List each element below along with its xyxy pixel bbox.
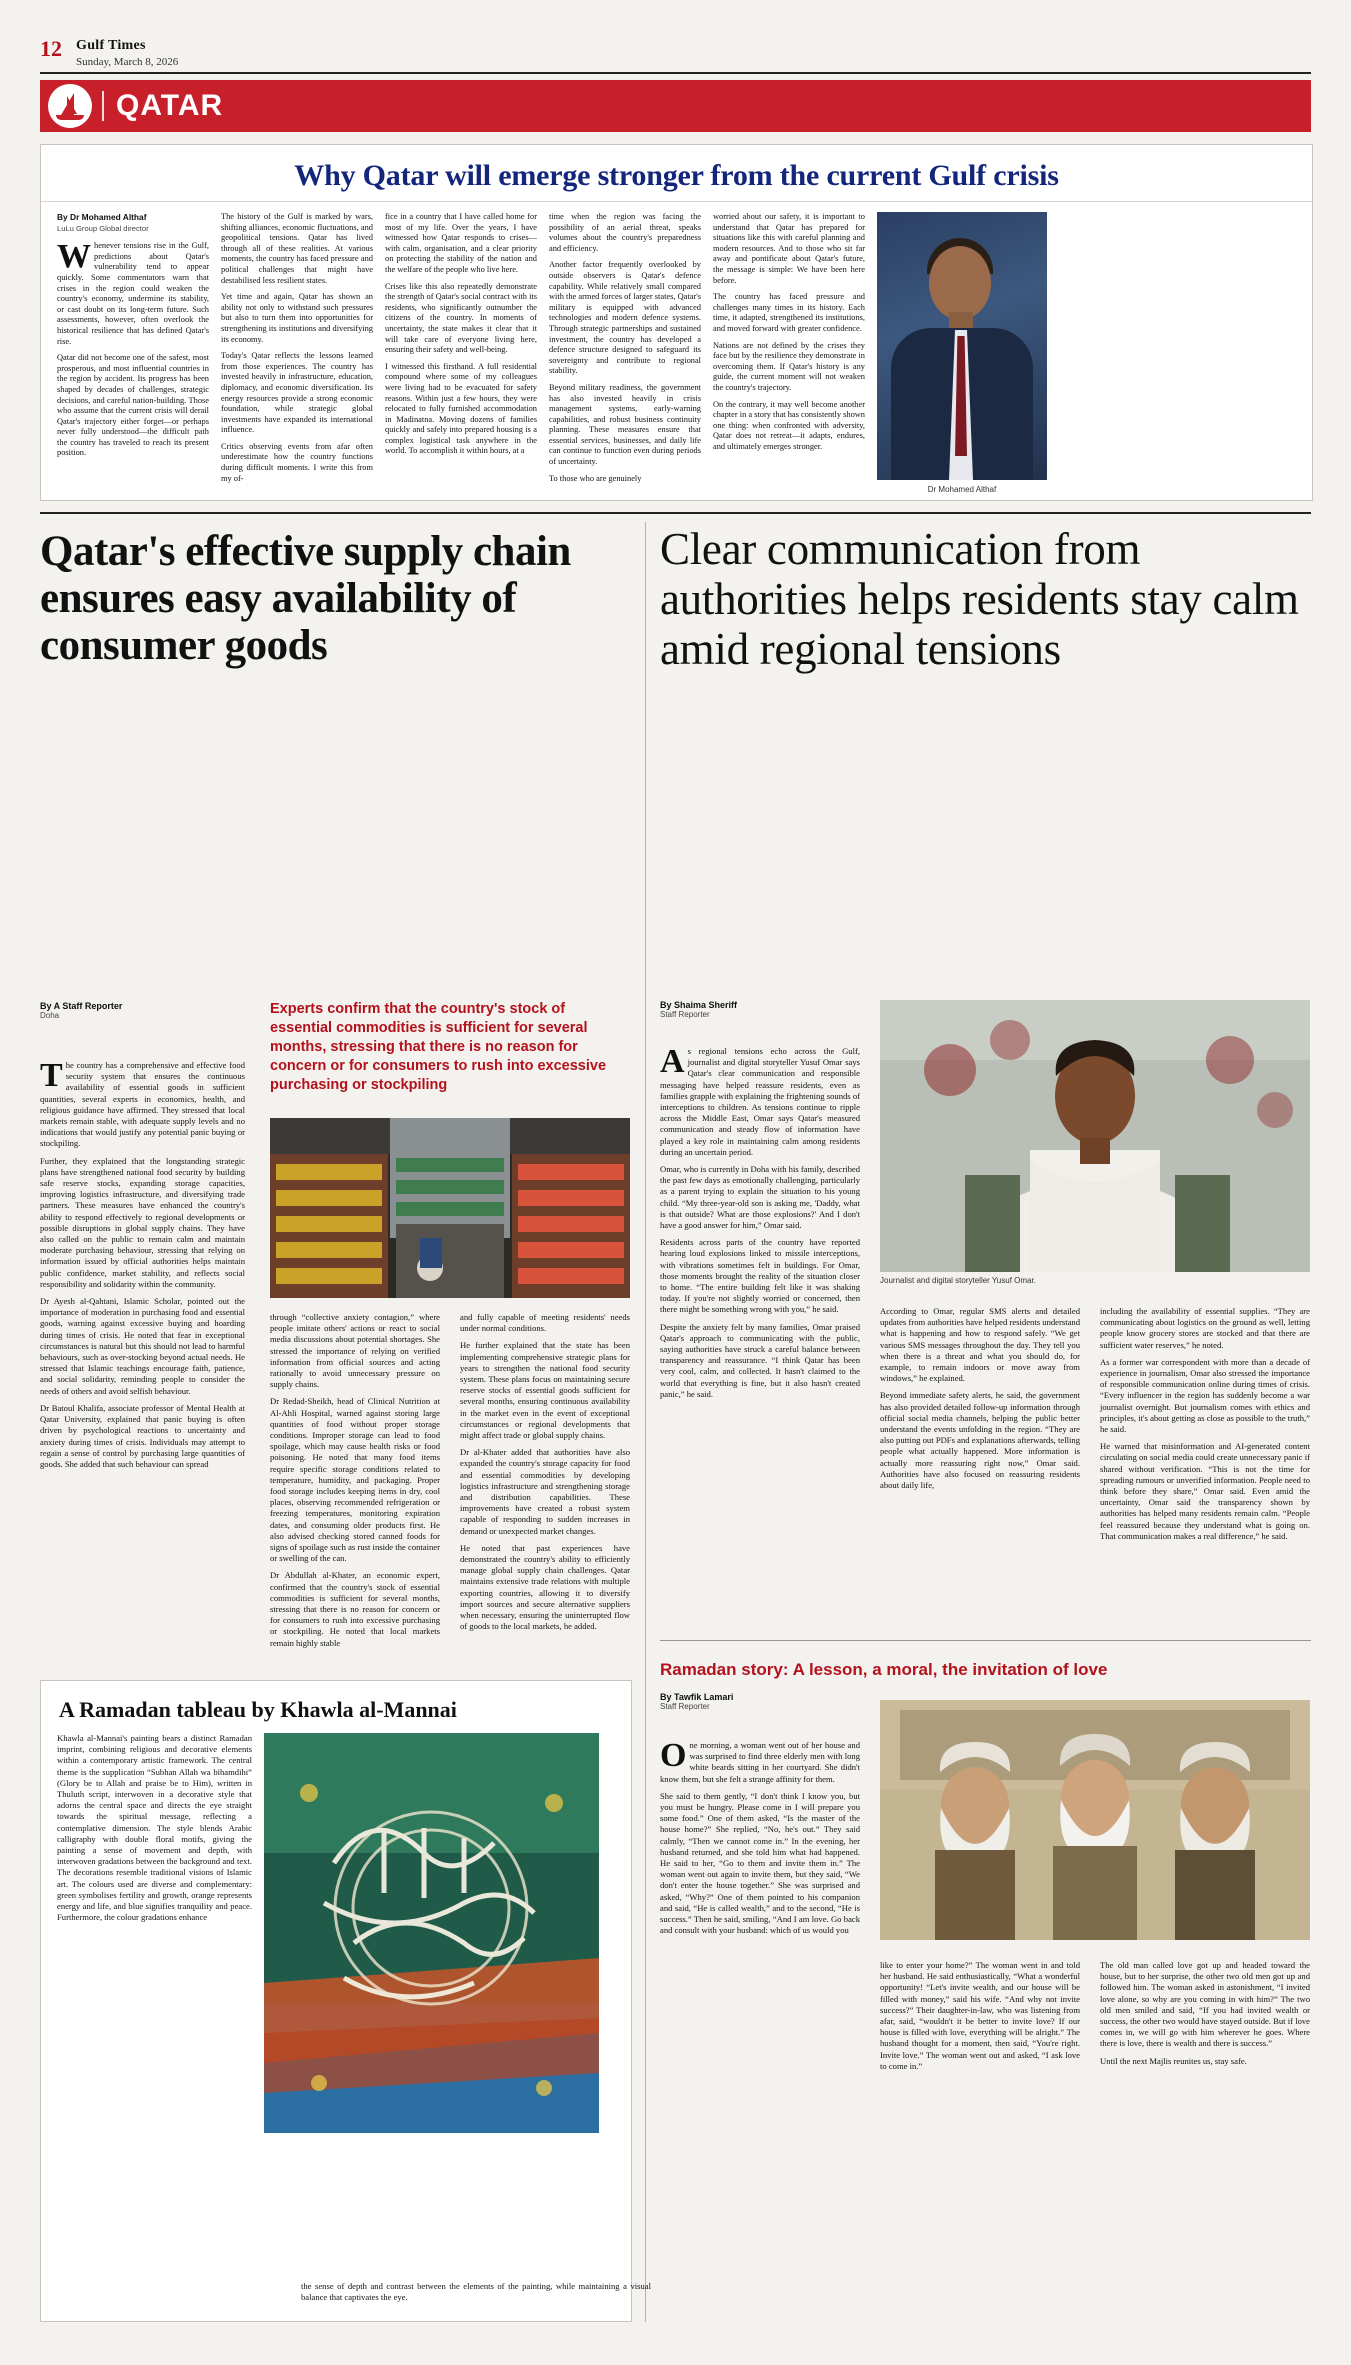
tableau-caption: the sense of depth and contrast between the elements of the painting, while maintaining a visual balance that captivates the eye. xyxy=(301,2281,651,2303)
supply-chain-headline: Qatar's effective supply chain ensures easy availability of consumer goods xyxy=(40,528,571,669)
communication-headline: Clear communication from authorities helps residents stay calm amid regional tensions xyxy=(660,524,1299,674)
author-portrait xyxy=(877,212,1047,494)
paragraph: Dr Batoul Khalifa, associate professor of Mental Health at Qatar University, explained that panic buying is often driven by psychological reactions to uncertainty and anxiety during times of crisis. Individuals may attempt to regain a sense of control by purchasing large quantities of goods. She added that such behaviour can spread xyxy=(40,1402,245,1469)
paragraph: Whenever tensions rise in the Gulf, predictions about Qatar's vulnerability tend to appear quickly. Some commentators warn that crises in the region could weaken the country's economy, undermine its stability, or cast doubt on its long-term future. Such assessments, however, often overlook the historical resilience that has defined Qatar's rise. xyxy=(57,238,209,346)
story-divider xyxy=(660,1640,1311,1641)
paragraph: Yet time and again, Qatar has shown an ability not only to withstand such pressures but also to turn them into opportunities for strengthening its institutions and diversifying its economy. xyxy=(221,292,373,344)
paragraph: He noted that past experiences have demonstrated the country's ability to efficiently manage global supply chain challenges. Qatar maintains extensive trade relations with multiple exporting countries, allowing it to diversify import sources and secure alternative suppliers when necessary, ensuring the uninterrupted flow of goods to the local markets, he added. xyxy=(460,1542,630,1632)
paragraph: Residents across parts of the country have reported hearing loud explosions linked to missile interceptions, with vibrations sometimes felt in buildings. For Omar, those moments brought the reality of the situation closer to home. “The entire building felt like it was shaking today. If you're not slightly worried or concerned, then there might be something wrong with you,” he said. xyxy=(660,1237,860,1315)
communication-column-1 xyxy=(660,1043,860,1406)
paragraph: Another factor frequently overlooked by outside observers is Qatar's defence capability. While relatively small compared with the armed forces of larger states, Qatar's military is equipped with advanced technologies and modern defence systems. Through strategic partnerships and sustained investment, the country has developed a defence structure designed to safeguard its sovereignty and contribute to regional stability. xyxy=(549,260,701,376)
paragraph: Crises like this also repeatedly demonstrate the strength of Qatar's social contract with its residents, who significantly outnumber the citizens of the country. In moments of uncertainty, the state makes it clear that it will take care of everyone living here, ensuring their safety and well-being. xyxy=(385,281,537,355)
paragraph: Beyond immediate safety alerts, he said, the government has also provided detailed follow-up information through official social media channels, helping the public better understand the events unfolding in the region. “They are also putting out PDFs and explanations afterwards, telling people what actually happened. More information is actually more reassuring right now,” Omar said. Authorities have also focused on reassuring residents about daily life, xyxy=(880,1390,1080,1491)
article-column xyxy=(385,212,537,494)
byline-author: By Shaima Sheriff xyxy=(660,1000,738,1010)
article-column xyxy=(713,212,865,494)
paragraph: Until the next Majlis reunites us, stay safe. xyxy=(1100,2055,1247,2066)
paragraph: Despite the anxiety felt by many families, Omar praised Qatar's approach to communicating with the public, saying authorities have struck a careful balance between transparency and reassurance. “I think Qatar has been very cool, calm, and collected. It hasn't claimed to the world that everything is fine, but it also hasn't created panic,” he said. xyxy=(660,1321,860,1399)
article-column xyxy=(57,212,209,494)
paragraph: She said to them gently, “I don't think I know you, but you must be hungry. Please come in I will prepare you some food.” One of them asked, “Is the master of the house home?” She replied, “No, he's out.” They said calmly, “Then we cannot come in.” In the evening, her husband returned, and she told him what had happened. He said to her, “Go to them and invite them in.” The woman went out again to invite them, but they said, “We don't enter the house together.” She was surprised and asked, “Why?” One of them pointed to his companion and said, “He is called wealth,” and to the second, “He is success.” Then he said, smiling, “And I am love. Go back and consult with your husband: which of us would you xyxy=(660,1790,860,1936)
ramadan-column-3 xyxy=(1100,1960,1310,2073)
paragraph: Further, they explained that the longstanding strategic plans have strengthened national food security by building safe reserve stocks, expanding storage capacities, improving logistics infrastructure, and diversifying trade partners. These measures have enhanced the country's ability to respond effectively to regional developments or possible disruptions in global supply chains. They have also called on the public to remain calm and maintain moderate purchasing behaviour, stressing that relying on information issued by official authorities helps maintain public confidence, market stability, and reflects social responsibility and solidarity within the community. xyxy=(40,1155,245,1289)
paragraph: The history of the Gulf is marked by wars, shifting alliances, economic fluctuations, and geopolitical tensions. Qatar has lived through all of these realities. At various moments, the country has faced pressure and political challenges that might have destabilised less resilient states. xyxy=(221,212,373,285)
top-feature-header xyxy=(41,145,1312,202)
paragraph: The old man called love got up and headed toward the house, but to her surprise, the other two old men got up and followed him. The woman asked in astonishment, “I invited love alone, so why are you coming in with him?” The two old men smiled and said, “If you had invited wealth or success, the other two would have stayed outside. But if love comes in, we will go with him wherever he goes. Where there is love, there is wealth and there is success.” xyxy=(1100,1960,1310,2049)
ramadan-column-2 xyxy=(880,1960,1080,2078)
paragraph: Khawla al-Mannai's painting bears a distinct Ramadan imprint, combining religious and decorative elements within a contemporary artistic framework. The central theme is the supplication “Subhan Allah wa bihamdihi” (Glory be to Allah and praise be to Him), written in Thuluth script, interwoven in a decorative style that adorns the central space and directs the eye straight towards the spiritual message, reflecting a contemplative dimension. The style blends Arabic calligraphy with double floral motifs, giving the painting a sense of movement and depth, with interwoven gradations between the background and text. The decorations resemble traditional visions of Islamic art. The colours used are diverse and complementary: green symbolises fertility and growth, orange represents energy and life, and blue signifies tranquility and peace. Furthermore, the colour gradations enhance xyxy=(57,1733,252,1923)
supermarket-aisle-illustration xyxy=(270,1118,630,1298)
dhow-sail-icon xyxy=(48,84,92,128)
tableau-column xyxy=(57,1733,252,2133)
photo-caption: Journalist and digital storyteller Yusuf Omar. xyxy=(880,1276,1036,1285)
paragraph: The country has faced pressure and challenges many times in its history. Each time, it adapted, strengthened its institutions, and moved forward with greater confidence. xyxy=(713,292,865,333)
byline-location: Doha xyxy=(40,1011,60,1020)
portrait-image xyxy=(877,212,1047,480)
byline-author: By Dr Mohamed Althaf xyxy=(57,212,147,222)
paragraph: Dr Redad-Sheikh, head of Clinical Nutrition at Al-Ahli Hospital, warned against storing large quantities of food without proper storage conditions. Improper storage can lead to food spoilage, which may cause health risks or food poisoning. He noted that many food items require specific storage conditions related to temperature, humidity, and packaging. Proper food storage includes keeping items in dry, cool places, observing recommended refrigeration or freezing temperatures, monitoring expiration dates, and consuming older products first. He also advised checking stored canned foods for signs of spoilage such as rust inside the container or swelling of the can. xyxy=(270,1396,440,1564)
tableau-headline: A Ramadan tableau by Khawla al-Mannai xyxy=(59,1697,457,1722)
section-label: QATAR xyxy=(116,89,224,122)
publication-date: Sunday, March 8, 2026 xyxy=(76,56,179,68)
calligraphy-painting-illustration xyxy=(264,1733,599,2133)
paragraph: time when the region was facing the possibility of an aerial threat, speaks volumes about the country's preparedness and efficiency. xyxy=(549,212,701,253)
masthead xyxy=(40,38,1311,74)
portrait-caption: Dr Mohamed Althaf xyxy=(927,485,997,494)
paragraph: through “collective anxiety contagion,” where people imitate others' actions or react to social media discussions about potential shortages. She stressed the importance of relying on verified information from official sources and acting rationally to avoid unnecessary pressure on supply chains. xyxy=(270,1312,440,1390)
supply-chain-column-3 xyxy=(460,1312,630,1638)
banner-divider xyxy=(102,91,104,121)
top-feature-headline: Why Qatar will emerge stronger from the current Gulf crisis xyxy=(294,159,1059,192)
paragraph: and fully capable of meeting residents' needs under normal conditions. xyxy=(460,1312,630,1334)
paragraph: One morning, a woman went out of her house and was surprised to find three elderly men with long white beards sitting in her courtyard. She didn't know them, but she felt a strange affinity for them. xyxy=(660,1737,860,1784)
supermarket-photo xyxy=(270,1118,630,1298)
ramadan-byline xyxy=(660,1692,860,1711)
article-column xyxy=(221,212,373,494)
paragraph: Dr Abdullah al-Khater, an economic expert, confirmed that the country's stock of essential commodities is sufficient for several months, stressing that there is no reason for concern or for consumers to rush into excessive purchasing or stockpiling. He noted that local markets remain highly stable xyxy=(270,1570,440,1648)
byline-role: Staff Reporter xyxy=(660,1010,710,1019)
paragraph: I witnessed this firsthand. A full residential compound where some of my colleagues were living had to be evacuated for safety reasons. Within just a few hours, they were relocated to fully furnished accommodation in Madinatna. Moving dozens of families quickly and safely into prepared housing is a complex logistical task anywhere in the world. To accomplish it within hours, at a xyxy=(385,361,537,456)
supply-chain-column-1 xyxy=(40,1057,245,1476)
ramadan-illustration xyxy=(880,1700,1310,1940)
supply-chain-byline xyxy=(40,1001,190,1020)
supply-chain-column-2 xyxy=(270,1312,440,1655)
yusuf-omar-photo xyxy=(880,1000,1310,1272)
communication-column-2 xyxy=(880,1306,1080,1497)
section-divider xyxy=(40,512,1311,514)
paragraph: As a former war correspondent with more than a decade of experience in journalism, Omar also stressed the importance of responsible communication online during times of crisis. “Every influencer in the region has suddenly become a war journalist overnight. But journalism comes with ethics and principles, it's about getting as close as possible to the truth,” he said. xyxy=(1100,1356,1310,1435)
paragraph: like to enter your home?” The woman went in and told her husband. He said enthusiastically, “What a wonderful opportunity! “Let's invite wealth, and our house will be filled with money,” said his wife. “And why not invite success?” Their daughter-in-law, who was listening from afar, said, “wouldn't it be better to invite love? If our house is filled with love, everything will be alright.” The husband thought for a moment, then said, “You're right. Invite love.” The woman went out and asked, “I ask love to come in.” xyxy=(880,1960,1080,2071)
top-feature-body xyxy=(41,202,1312,506)
byline-author: By Tawfik Lamari xyxy=(660,1692,734,1702)
paragraph: Nations are not defined by the crises they face but by the resilience they demonstrate in overcoming them. If Qatar's history is any guide, the current moment will not weaken the country's trajectory. xyxy=(713,340,865,392)
paragraph: He further explained that the state has been implementing comprehensive strategic plans for years to strengthen the national food security system. These plans focus on maintaining secure reserve stocks of essential goods sufficient for several months, ensuring continuous availability in the market even in the event of exceptional circumstances or regional developments that might affect trade or global supply chains. xyxy=(460,1340,630,1441)
page-number: 12 xyxy=(40,36,62,61)
ramadan-column-1 xyxy=(660,1737,860,1942)
byline-author: By A Staff Reporter xyxy=(40,1001,123,1011)
paragraph: Beyond military readiness, the government has also invested heavily in crisis management systems, early-warning capabilities, and robust business continuity planning. These measures ensure that essential services, businesses, and daily life can continue to function even during periods of uncertainty. xyxy=(549,382,701,467)
paragraph: To those who are genuinely xyxy=(549,473,642,483)
byline-role: Staff Reporter xyxy=(660,1702,710,1711)
portrait-illustration xyxy=(880,1000,1310,1272)
paragraph: Today's Qatar reflects the lessons learned from those experiences. The country has invested heavily in infrastructure, education, diplomacy, and economic diversification. Its energy resources provide a strong economic foundation, while strategic global investments have expanded its international influence. xyxy=(221,351,373,435)
paragraph: fice in a country that I have called home for most of my life. Over the years, I have witnessed how Qatar responds to crises—with calm, organisation, and a clear priority on protecting the stability of the nation and the welfare of the people who live here. xyxy=(385,212,537,274)
tableau-feature-box xyxy=(40,1680,651,2322)
communication-column-3 xyxy=(1100,1306,1310,1548)
paragraph: As regional tensions echo across the Gulf, journalist and digital storyteller Yusuf Omar says Qatar's clear communication and responsible messaging have helped reassure residents, even as families grapple with explaining the frightening sounds of interceptions to children. As tensions continue to ripple across the Middle East, Omar says Qatar's measured communication and steady flow of information have played a key role in maintaining calm among residents during an uncertain period. xyxy=(660,1043,860,1157)
paragraph: Dr al-Khater added that authorities have also expanded the country's storage capacity for food and essential commodities by developing logistics infrastructure and strengthening storage and distribution capabilities. These improvements have created a robust system capable of responding to sudden increases in demand or unexpected market changes. xyxy=(460,1447,630,1536)
paragraph: including the availability of essential supplies. “They are communicating about logistics on the ground as well, letting people know grocery stores are stocked and that there are sufficient water reserves,” he noted. xyxy=(1100,1306,1310,1350)
paragraph: On the contrary, it may well become another chapter in a story that has consistently shown one thing: when confronted with adversity, Qatar does not retreat—it adapts, endures, and ultimately emerges stronger. xyxy=(713,399,865,451)
paragraph: The country has a comprehensive and effective food security system that ensures the continuous availability of essential goods in sufficient quantities, several experts in economics, health, and religious guidance have affirmed. They stressed that local markets remain stable, with adequate supply levels and no indications that would justify any potential panic buying or stockpiling. xyxy=(40,1057,245,1149)
paragraph: According to Omar, regular SMS alerts and detailed updates from authorities have helped residents understand what is happening and how to respond safely. “We get various SMS messages throughout the day. They tell you when there is a threat and what you should do, for example, to remain indoors or move away from windows,” he explained. xyxy=(880,1306,1080,1384)
byline-role: LuLu Group Global director xyxy=(57,223,149,233)
publication-title: Gulf Times xyxy=(76,38,146,53)
paragraph: Omar, who is currently in Doha with his family, described the past few days as emotionally challenging, particularly as a parent trying to explain the situation to his young child. “My three-year-old son is asking me, 'Daddy, what is that outside? What are those explosions?' And I don't have a good answer for him,” Omar said. xyxy=(660,1164,860,1231)
section-banner xyxy=(40,80,1311,132)
tableau-artwork xyxy=(264,1733,599,2133)
top-feature-article xyxy=(40,144,1313,501)
three-elders-illustration xyxy=(880,1700,1310,1940)
supply-chain-kicker: Experts confirm that the country's stock of essential commodities is sufficient for several months, stressing that there is no reason for concern or for consumers to rush into excessive purchasing or stockpiling xyxy=(270,1001,607,1093)
ramadan-story-headline: Ramadan story: A lesson, a moral, the invitation of love xyxy=(660,1660,1108,1679)
paragraph: Qatar did not become one of the safest, most prosperous, and most influential countries in the region by accident. Its progress has been shaped by decades of challenges, strategic decisions, and careful nation-building. Those who assume that the current crisis will derail Qatar's trajectory either forget—or perhaps never fully understood—the difficult path the country has traveled to reach its present position. xyxy=(57,353,209,458)
paragraph: Dr Ayesh al-Qahtani, Islamic Scholar, pointed out the importance of moderation in purchasing food and essential goods, warning against excessive buying and hoarding during times of crisis. He noted that fear in exceptional circumstances is natural but this should not lead to harmful behaviours, such as over-stocking beyond actual needs. He stressed that Islamic teachings encourage faith, patience, and social solidarity, reminding people to consider the needs of others and avoid selfish behaviour. xyxy=(40,1296,245,1396)
tableau-body xyxy=(41,1733,631,2147)
paragraph: He warned that misinformation and AI-generated content circulating on social media could create unnecessary panic if shared without verification. “This is not the time for spreading rumours or unverified information. People need to think before they share,” Omar said. Even amid the uncertainty, Omar said the transparency shown by authorities has helped many residents remain calm. “People feel reassured because they understand what is going on. That communication makes a real difference,” he said. xyxy=(1100,1441,1310,1541)
communication-byline xyxy=(660,1000,830,1019)
column-divider xyxy=(645,522,646,2322)
paragraph: Critics observing events from afar often underestimate how the country functions during difficult moments. I write this from my of- xyxy=(221,441,373,483)
paragraph: worried about our safety, it is important to understand that Qatar has prepared for situations like this with careful planning and modern resources. And to those who sit far away and pontificate about Qatar's future, the message is simple: We have been here before. xyxy=(713,212,865,285)
article-column xyxy=(549,212,701,494)
